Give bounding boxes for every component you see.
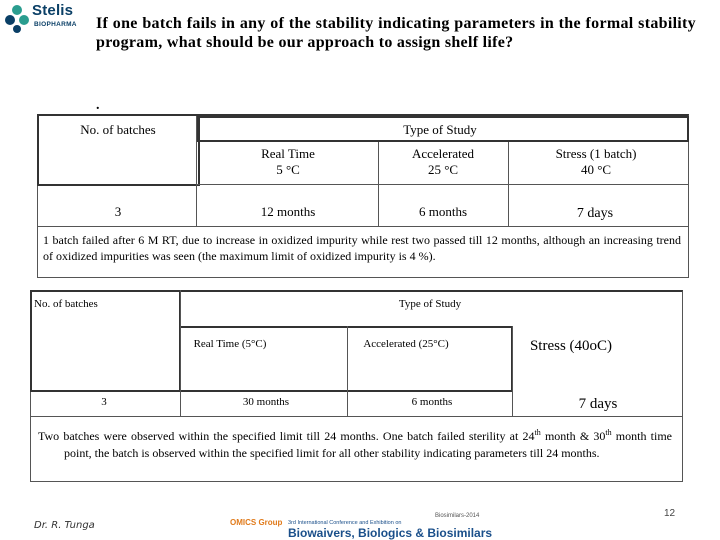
banner-brand: OMICS Group (230, 518, 283, 527)
t2-divider (512, 326, 513, 416)
bullet-marker: . (96, 98, 100, 113)
t2-type-of-study: Type of Study (398, 298, 462, 310)
t2-note-part-3: month time point, the batch is observed within the specified limit for all other stability indicating parameters till 24 months. (64, 429, 672, 460)
t2-real-time: Real Time (5°C) (193, 338, 267, 350)
logo-name: Stelis (32, 2, 74, 19)
t1-accelerated (380, 146, 506, 178)
t2-divider (30, 416, 683, 417)
t1-real-time-temp: 5 °C (276, 162, 300, 177)
t2-accelerated: Accelerated (25°C) (363, 338, 449, 350)
conference-banner (230, 510, 510, 540)
slide-title: If one batch fails in any of the stability indicating parameters in the formal stability program, what should be our approach to assign shelf life? (96, 15, 696, 51)
t1-real-time (220, 146, 356, 178)
t1-note: 1 batch failed after 6 M RT, due to increase in oxidized impurity while rest two passed till 12 months, although an increasing trend of oxidized impurities was seen (the maximum limit of oxidized impurity is 4 %). (43, 233, 681, 263)
t2-note-part-2: month & 30 (540, 429, 606, 443)
t1-divider (37, 226, 689, 227)
t2-divider (347, 326, 348, 416)
banner-title: Biowaivers, Biologics & Biosimilars (288, 526, 493, 540)
t2-note-part-1: Two batches were observed within the specified limit till 24 months. One batch failed sterility at 24 (38, 429, 535, 443)
company-logo (2, 0, 82, 36)
t1-batches-value: 3 (114, 204, 122, 219)
t2-note (38, 424, 672, 462)
t2-accelerated-value: 6 months (411, 396, 453, 408)
t1-stress (516, 146, 676, 178)
t1-type-of-study: Type of Study (403, 122, 477, 137)
t1-accelerated-temp: 25 °C (427, 162, 459, 177)
t1-stress-label: Stress (1 batch) (555, 146, 637, 161)
t2-col-batches: No. of batches (34, 298, 98, 310)
t2-real-time-value: 30 months (242, 396, 290, 408)
banner-event: Biosimilars-2014 (435, 513, 480, 519)
page-number: 12 (664, 508, 676, 519)
t1-col-batches: No. of batches (80, 122, 156, 137)
t1-real-time-value: 12 months (260, 204, 316, 219)
t2-note-sup-2: th (605, 428, 612, 437)
t1-stress-temp: 40 °C (580, 162, 612, 177)
t2-stress: Stress (40oC) (529, 338, 613, 354)
banner-line: 3rd International Conference and Exhibition on (288, 520, 402, 526)
t2-note-sup-1: th (534, 428, 541, 437)
presenter-name: Dr. R. Tunga (34, 520, 95, 531)
t1-real-time-label: Real Time (261, 146, 315, 161)
logo-subtitle: BIOPHARMA (34, 21, 77, 28)
t2-divider (180, 290, 181, 416)
t1-divider (196, 116, 197, 226)
t1-divider (196, 184, 689, 185)
t1-stress-value: 7 days (576, 206, 614, 221)
t1-accelerated-value: 6 months (418, 204, 468, 219)
t2-batches-value: 3 (101, 396, 107, 408)
logo-mark-icon (2, 2, 32, 34)
t2-stress-value: 7 days (578, 396, 618, 412)
t1-accelerated-label: Accelerated (411, 146, 475, 161)
